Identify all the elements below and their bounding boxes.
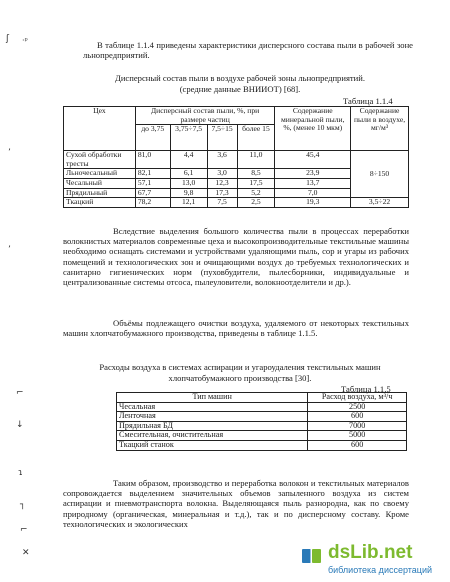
- cell: 17,3: [207, 188, 237, 198]
- table-row: [117, 402, 407, 412]
- scan-mark: ʼ: [8, 245, 11, 255]
- col-header-air-content: Содержание пыли в воздухе, мг/м³: [351, 107, 409, 151]
- cell: 19,3: [275, 198, 351, 208]
- cell: 11,0: [237, 151, 275, 169]
- cell: 17,5: [237, 178, 275, 188]
- dslib-logo-icon: [300, 545, 324, 567]
- cell: 2500: [308, 402, 407, 412]
- cell: 13,0: [170, 178, 207, 188]
- scan-mark: ✕: [22, 548, 30, 558]
- cell: 3,6: [207, 151, 237, 169]
- row-name: Смесительная, очистительная: [117, 431, 308, 441]
- table2-subtitle: хлопчатобумажного производства [30].: [168, 373, 312, 383]
- watermark-tagline: библиотека диссертаций: [328, 565, 433, 575]
- row-name: Ткацкий станок: [117, 440, 308, 450]
- cell: 3,0: [207, 169, 237, 179]
- table-row: [64, 198, 409, 208]
- cell: 81,0: [135, 151, 170, 169]
- scan-mark: ·ᵖ: [22, 36, 28, 45]
- air-flow-table: [116, 392, 407, 451]
- cell: 12,3: [207, 178, 237, 188]
- watermark: [300, 544, 446, 578]
- dust-composition-table: [63, 106, 409, 208]
- cell: 4,4: [170, 151, 207, 169]
- body-paragraph: Таким образом, производство и переработка волокон и текстильных материалов сопровождается выделением значительных объемов запыленного воздуха из систем аспирации и пневмотранспорта волокна. Выделяющаяся пыль разнородна, как по своему природному (органическая, минеральная и т.д.), так и по дисперсному составу. Кроме технологических и экологических: [63, 478, 409, 529]
- col-header-size: 3,75÷7,5: [170, 125, 207, 151]
- cell: 2,5: [237, 198, 275, 208]
- col-header-mineral: Содержание минеральной пыли, %, (менее 10 мкм): [275, 107, 351, 151]
- row-name: Чесальная: [117, 402, 308, 412]
- col-header-machine-type: Тип машин: [117, 393, 308, 403]
- table-row: [64, 151, 409, 169]
- cell: 67,7: [135, 188, 170, 198]
- table1-title: Дисперсный состав пыли в воздухе рабочей зоны льнопредприятий.: [114, 73, 366, 83]
- cell: 6,1: [170, 169, 207, 179]
- scan-mark: ʼ: [8, 148, 11, 158]
- col-header-size: более 15: [237, 125, 275, 151]
- row-name: Ткацкий: [64, 198, 136, 208]
- col-header-air-flow: Расход воздуха, м³/ч: [308, 393, 407, 403]
- cell: 3,5÷22: [351, 198, 409, 208]
- row-name: Чесальный: [64, 178, 136, 188]
- body-paragraph: Вследствие выделения большого количества пыли в процессах переработки волокнистых материалов современные цеха и высокопроизводительные текстильные машины необходимо оснащать системами и устройствами удаляющими пыль, сор и угары из рабочих помещений и технологических зон и очищающими воздух до требуемых технологических и санитарно гигиенических норм (пуховбудители, пылесборники, индивидуальные и централизованные системы отсоса, пылеуловители, волокноотделители и др.).: [63, 226, 409, 288]
- cell: 7,0: [275, 188, 351, 198]
- table1-label: Таблица 1.1.4: [343, 96, 393, 106]
- cell: 5,2: [237, 188, 275, 198]
- watermark-site: dsLib.net: [328, 542, 413, 563]
- scan-mark: ⌐: [16, 388, 24, 398]
- cell: 9,8: [170, 188, 207, 198]
- col-header-size: до 3,75: [135, 125, 170, 151]
- table-row: [117, 440, 407, 450]
- intro-paragraph: В таблице 1.1.4 приведены характеристики дисперсного состава пыли в рабочей зоне льнопредприятий.: [83, 40, 413, 61]
- scan-mark: ɿ: [18, 468, 23, 478]
- cell: 600: [308, 440, 407, 450]
- row-name: Прядильная БД: [117, 421, 308, 431]
- scan-mark: ┐: [20, 500, 26, 510]
- scan-mark: ʃ: [6, 34, 10, 44]
- col-header-size: 7,5÷15: [207, 125, 237, 151]
- cell: 600: [308, 412, 407, 422]
- row-name: Льночесальный: [64, 169, 136, 179]
- cell: 23,9: [275, 169, 351, 179]
- cell: 45,4: [275, 151, 351, 169]
- table2-label: Таблица 1.1.5: [341, 384, 391, 394]
- cell: 5000: [308, 431, 407, 441]
- table1-subtitle: (средние данные ВНИИОТ) [68].: [179, 84, 301, 94]
- table2-title: Расходы воздуха в системах аспирации и угароудаления текстильных машин: [99, 362, 381, 372]
- cell: 82,1: [135, 169, 170, 179]
- cell: 13,7: [275, 178, 351, 188]
- col-header-shop: Цех: [64, 107, 136, 151]
- cell: 12,1: [170, 198, 207, 208]
- cell-air-merged: 8÷150: [351, 151, 409, 198]
- table-row: [117, 412, 407, 422]
- row-name: Прядильный: [64, 188, 136, 198]
- body-paragraph: Объёмы подлежащего очистки воздуха, удаляемого от некоторых текстильных машин хлопчатобумажного производства, приведены в таблице 1.1.5.: [63, 318, 409, 339]
- row-name: Ленточная: [117, 412, 308, 422]
- cell: 57,1: [135, 178, 170, 188]
- cell: 78,2: [135, 198, 170, 208]
- col-header-dispersion: Дисперсный состав пыли, %, при размере частиц: [135, 107, 275, 125]
- scan-mark: ↓: [16, 420, 24, 430]
- scan-mark: ⌐: [20, 525, 28, 535]
- cell: 8,5: [237, 169, 275, 179]
- cell: 7000: [308, 421, 407, 431]
- row-name: Сухой обработки тресты: [64, 151, 136, 169]
- cell: 7,5: [207, 198, 237, 208]
